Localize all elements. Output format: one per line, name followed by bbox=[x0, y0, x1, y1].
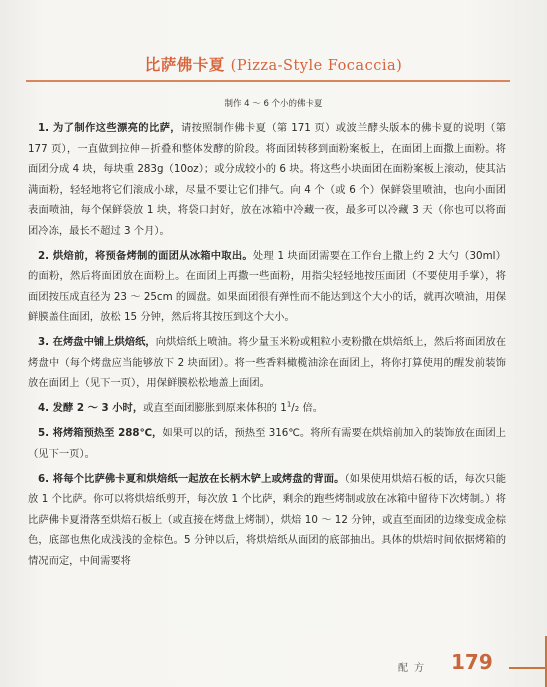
step-1-text: 请按照制作佛卡夏（第 171 页）或波兰酵头版本的佛卡夏的说明（第 177 页），一直做到拉伸－折叠和整体发酵的阶段。将面团转移到面粉案板上，在面团上面撒上面粉。将面团分成 4 块，每块重 283g（10oz）；或分成较小的 6 块。将这些小块面团在面粉案板上滚动，使其沾满面粉，轻轻地将它们滚成小球，尽量不要让它们排气。向 4 个（或 6 个）保鲜袋里喷油，也向小面团表面喷油，每个保鲜袋放 1 块，将袋口封好，放在冰箱中冷藏一夜，最多可以冷藏 3 天（你也可以将面团冷冻，最长不超过 3 个月）。 bbox=[28, 122, 506, 237]
step-1-lead: 1. 为了制作这些漂亮的比萨， bbox=[38, 122, 181, 134]
step-3 bbox=[28, 332, 506, 394]
title-english: (Pizza-Style Focaccia) bbox=[230, 58, 403, 74]
footer-horizontal-rule bbox=[509, 667, 547, 669]
footer-section-label: 配方 bbox=[398, 663, 430, 674]
fraction-numerator: 1 bbox=[286, 400, 292, 409]
step-2-text: 处理 1 块面团需要在工作台上撒上约 2 大勺（30ml）的面粉，然后将面团放在面粉上。在面团上再撒一些面粉，用指尖轻轻地按压面团（不要使用手掌），将面团按压成直径为 23 ～ 25cm 的圆盘。如果面团很有弹性而不能达到这个大小的话，就再次喷油，用保鲜膜盖住面团，放松 15 分钟，然后将其按压到这个大小。 bbox=[28, 249, 506, 324]
step-6-lead: 6. 将每个比萨佛卡夏和烘焙纸一起放在长柄木铲上或烤盘的背面。 bbox=[38, 472, 345, 485]
recipe-steps bbox=[28, 118, 506, 575]
fraction-denominator: 2 bbox=[294, 404, 300, 413]
title-divider bbox=[26, 80, 510, 82]
page-number: 179 bbox=[451, 650, 493, 674]
step-3-text: 向烘焙纸上喷油。将少量玉米粉或粗粒小麦粉撒在烘焙纸上，然后将面团放在烤盘中（每个烤盘应当能够放下 2 块面团）。将一些香料橄榄油涂在面团上，将你打算使用的醒发前装饰放在面团上（见下一页），用保鲜膜松松地盖上面团。 bbox=[28, 335, 506, 390]
step-4 bbox=[28, 398, 506, 420]
yield-subtitle: 制作 4 ～ 6 个小的佛卡夏 bbox=[224, 99, 323, 109]
step-4-text: 或直至面团膨胀到原来体积的 1 bbox=[143, 401, 287, 414]
fraction-slash: / bbox=[291, 401, 295, 414]
title-chinese: 比萨佛卡夏 bbox=[144, 56, 225, 74]
step-1 bbox=[28, 118, 506, 242]
step-6 bbox=[28, 469, 506, 572]
step-6-text: （如果使用烘焙石板的话，每次只能放 1 个比萨。你可以将烘焙纸剪开，每次放 1 个比萨，剩余的跑些烤制或放在冰箱中留待下次烤制。）将比萨佛卡夏滑落至烘焙石板上（或直接在烤盘上烤制），烘焙 10 ～ 12 分钟，或直至面团的边缘变成金棕色，底部也焦化成浅浅的金棕色。5 分钟以后，将烘焙纸从面团的底部抽出。具体的烘焙时间依据烤箱的情况而定，中间需要将 bbox=[28, 472, 506, 567]
step-2-lead: 2. 烘焙前，将预备烤制的面团从冰箱中取出。 bbox=[38, 249, 253, 262]
recipe-title bbox=[0, 53, 547, 75]
step-5 bbox=[28, 423, 506, 464]
step-5-lead: 5. 将烤箱预热至 288℃， bbox=[38, 427, 163, 440]
step-3-lead: 3. 在烤盘中铺上烘焙纸， bbox=[38, 335, 156, 348]
step-4-tail: 倍。 bbox=[299, 401, 324, 414]
step-2 bbox=[28, 246, 506, 328]
step-5-text: 如果可以的话，预热至 316℃。将所有需要在烘焙前加入的装饰放在面团上（见下一页）。 bbox=[28, 427, 506, 460]
step-4-lead: 4. 发酵 2 ～ 3 小时， bbox=[38, 401, 144, 414]
